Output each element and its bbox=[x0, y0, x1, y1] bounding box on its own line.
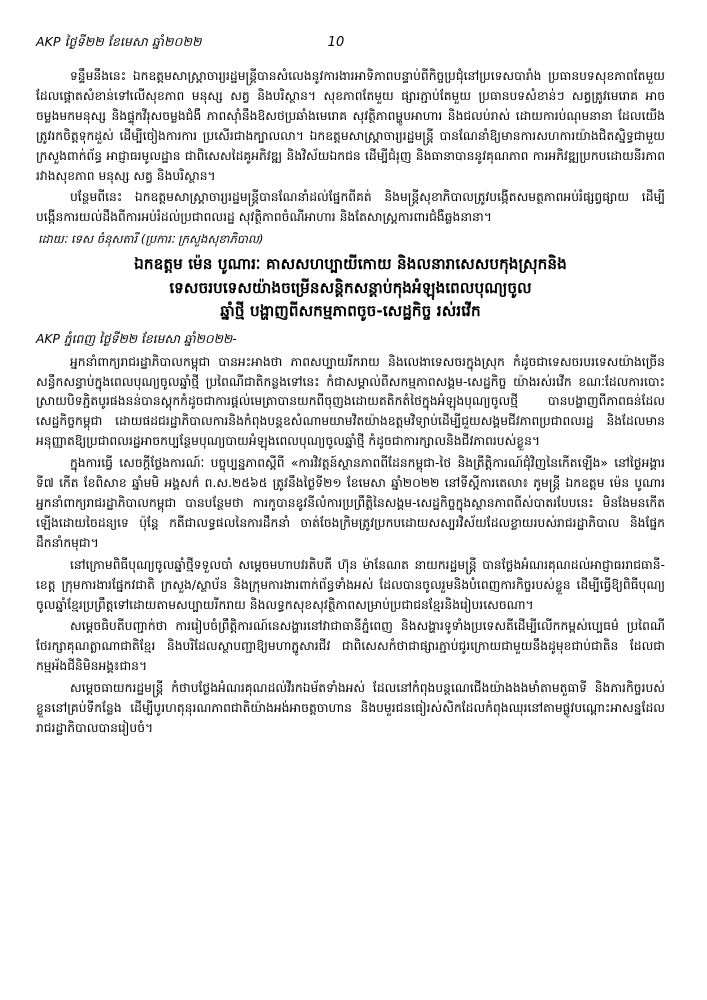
paragraph: ក្នុងការធ្វើ សេចក្តីថ្លែងការណ៍ៈ បច្ចុប្បន្នភាពស្តីពី «ការវិវត្តន៍ស្ថានភាពពីដែនកម្ពុជា-ថៃ និងត្រីត្តិការណ៍ជុំវិញនៃកើតឡើង» នៅថ្ងៃអង្គារ ទី៧ កើត ខែពិសាខ ឆ្នាំមមិ អង្គសក៌ ព.ស.២៥៦៥ ត្រូវនឹងថ្ងៃទី២១ ខែមេសា ឆ្នាំ២០២២ នៅទីស្តីការតេលា៖ ភូមន្ត្រី ឯកឧត្តម ម៉េន បូណារ អ្នកនាំពាក្យរាជរដ្ឋាភិបាលកម្ពុជា បានបន្ថែមថា ការកូបានឧូវនីលំការប្រព្រឹត្តិនៃសង្គម-សេដ្ឋកិច្ចក្នុងស្ថានភាពពីស់បាតរបែបនេះ មិនងែមនកើតឡើងដោយចៃដន្យទេ ប៉ុន្តែ កតីជាលទ្ធផលនៃការដឹកនាំ ចាត់ចែងក្រិមត្រូវប្រកបដោយសស្បរវិស័យដែលខ្លាយរបស់រាជរដ្ឋាភិបាល និងផ្នែកដឹកនាំកមុជា។ bbox=[36, 456, 665, 550]
article-headline bbox=[36, 253, 665, 324]
page-header bbox=[36, 34, 665, 53]
byline: ដោយៈ ទេស ចំនុសតារី (ប្រការៈ ក្រសួងសុខាភិបាល) bbox=[38, 232, 264, 247]
dateline: AKP ភ្នំពេញ ថ្ងៃទី២២ ខែមេសា ឆ្នាំ២០២២- bbox=[36, 331, 237, 346]
paragraph: នៅក្រោមពិធីបុណ្យចូលឆ្នាំថ្មីទទួលបាំ សម្តេចមហាបវរតិបតី ហ៊ុន ម៉ានែណត នាយករដ្ឋមន្ត្រី បានថ្លែងអំណរគុណដល់អាជ្ញាធររាជធានី-ខេត្ត ក្រុមការងារផ្នែកវជាតិ ក្រសួង/ស្ថាប័ន និងក្រុមការងារពាក់ព័ន្ធទាំងអស់ ដែលបានចូលរួមនិងបំពេញការកិច្ចរបស់ខ្លួន ដើម្បីធ្វើឱ្យពិធីបុណ្យចូលឆ្នាំខ្មែរប្រព្រឹត្តទៅដោយតាមសប្បាយរីករាយ និងលទ្ធកសុខសុវត្ថិភាពសម្រាប់ប្រជាជនខ្មែរនិងរៀបរសេចណា។ bbox=[36, 557, 665, 612]
headline-line-3: ឆ្នាំថ្មី បង្ហាញពីសកម្មភាពចូច-សេដ្ឋកិច្ច រស់រវើក bbox=[220, 302, 481, 321]
paragraph: បន្ថែមពីនេះ ឯកឧត្តមសាស្ត្រាចារ្យរដ្ឋមន្ត្រីបានណែនាំដល់ផ្នែកពីគត់ និងមន្ត្រីសុខាភិបាលត្រូវបង្កើតសមត្ថភាពអប់រំផ្សព្វផ្សាយ ដើម្បីបង្កើនការយល់ដឹងពីការអប់រំដល់ប្រជាពលរដ្ឋ សុវត្ថិភាពចំណីអាហារ និងតែសាស្ត្រការពារជំងឺឆ្លងនានា។ bbox=[36, 190, 665, 225]
article-main bbox=[36, 330, 665, 739]
paragraph: ទន្ទឹមនឹងនេះ ឯកឧត្តមសាស្ត្រាចារ្យរដ្ឋមន្ត្រីបានសំលេងនូវការងារអាទិភាពបន្ទាប់ពីកិច្ចប្រជុំនៅប្រទេសបារាំង ប្រធានបទសុខភាពតែមួយ ដែលផ្តោតសំខាន់ទៅលើសុខភាព មនុស្ស សត្វ និងបរិស្ថាន។ សុខភាពតែមួយ ផ្សារភ្ជាប់តែមួយ ប្រធានបទសំខាន់ៗ សត្វត្រូវមេរោគ អាចចម្លងមកមនុស្ស និងផ្ទុកវីរុសចម្លងជំងឺ ភាពស៊ាំនឹងឱសថប្រឆាំងមេរោគ សុវត្ថិភាពម្ហូបអាហារ និងជលប់រាស់ ដោយការប់ណុមនានា ដែលយើងត្រូវរកចិត្តទុកដួស់ ដើម្បីចៀងការការ ប្រសើរជាងក្បាលលា។ ឯកឧត្តមសាស្ត្រាចារ្យរដ្ឋមន្ត្រី បានណែនាំឱ្យមានការសហការយ៉ាងជិតស្និទ្ធជាមួយ ក្រសួងពាក់ព័ន្ធ អាជ្ញាធរមូលដ្ឋាន ជាពិសេសដៃគូអភិវឌ្ឍ និងវិស័យឯកជន ដើម្បីជំរុញ និងធានាបាននូវគុណភាព ការអភិវឌ្ឍប្រកបដោយនីរភាព រវាងសុខភាព មនុស្ស សត្វ និងបរិស្ថាន។ bbox=[36, 69, 665, 183]
paragraph: អ្នកនាំពាក្យរាជរដ្ឋាភិបាលកម្ពុជា បានអះអាងថា ភាពសប្បាយរីករាយ និងលេងាទេសចរក្នុងស្រុក កំដូចជាទេសចរបរទេសយ៉ាងច្រើនសន្ធឹកសន្ធាប់ក្នុងពេលបុណ្យចូលឆ្នាំថ្មី ប្រពៃណីជាតិកន្លងទៅនេះ កំជាសម្គាល់ពីសកម្មភាពសង្គម-សេដ្ឋកិច្ច យ៉ាងរស់រវើក ខណៈដែលការបោះស្រាយបិទភ្ជិតបូរផងនន់បានស្តុកកំដូចជាការផ្តល់មេត្រាបានយកពីចុញងដោយតតិកតំថៃក្នុងអំឡុងបុណ្យចូលថ្មី បានបង្ហាញពីភាពធន់ដែលសេដ្ឋកិច្ចកម្ពុជា ដោយផដជរដ្ឋាភិបាលការនិងកំពុងបន្តឧសំណាមយាមវិតយ៉ាងឧត្តមវិទ្យាប់ដើម្បីជួយសង្គមជីវភាពប្រជាពលរដ្ឋ និងដែលមានអនុញ្ញាតឱ្យប្រជាពលរដ្ឋអាចកប្បន្ថែមបុណ្យបាយអំឡុងពេលបុណ្យចូលឆ្នាំថ្មី កំដូចជាការក្សាលនិងជីវភាពរបស់ខ្លួន។ bbox=[36, 354, 665, 449]
header-publication-date: AKP ថ្ងៃទី២២ ខែមេសា ឆ្នាំ២០២២ bbox=[36, 34, 202, 49]
page-number: 10 bbox=[327, 35, 345, 50]
headline-line-2: ទេសចរបទេសយ៉ាងចម្រើនសន្តិកសន្តាប់កុងអំឡុងពេលបុណ្យចូល bbox=[169, 278, 532, 297]
paragraph: សម្តេចធិបតីបញ្ជាក់ថា ការរៀបចំព្រឹត្តិការណ៍នេសង្ហារនៅវាជាធានីភ្នំពេញ និងសង្ហារទូទាំងប្រទេសតីដើម្បីលើកកម្ពស់ប្បេធម៌ ប្រពៃណី ថែរក្សាគុណត្លាណាជាតិខ្មែរ និងបរិដែលស្ថាបញ្ជាឱ្យមហាភ្នូសារជីវ ជាពិសេសកំថាជាផ្សារភ្ជាប់ជូរក្រោយជាមួយនឹងដូមុខជាប់ជាតិន ដែលជាកម្មអ័ងជីនិមិនអង្គ៖ជាន។ bbox=[36, 619, 665, 674]
headline-line-1: ឯកឧត្តម ម៉េន បូណារៈ គាសសហប្បាយីកោយ និងលនារាសេសបកុងស្រុកនិង bbox=[134, 255, 567, 274]
article-top bbox=[36, 67, 665, 249]
paragraph: សម្តេចធាយករដ្ឋមន្ត្រី កំថាបថ្លែងអំណរគុណដល់វីរកឯម័តទាំងអស់ ដែលនៅកំពុងបន្តណេជើងយ៉ាងងងមាំតាមតួធាទី និងភារកិច្ចរបស់ខ្លួននៅគ្រប់ទីកន្លែង ដើម្បីបូរហតុនុរណភាពជាតិយ៉ាងអង់អាចត្តចាហាន និងបមួរជនធៀរស់សិកដែលកំពុងឈុរនៅតាមផ្លូវបណ្តោះអាសន្នដែលរាជរដ្ឋាភិបាលបានរៀបចំ។ bbox=[36, 681, 665, 735]
